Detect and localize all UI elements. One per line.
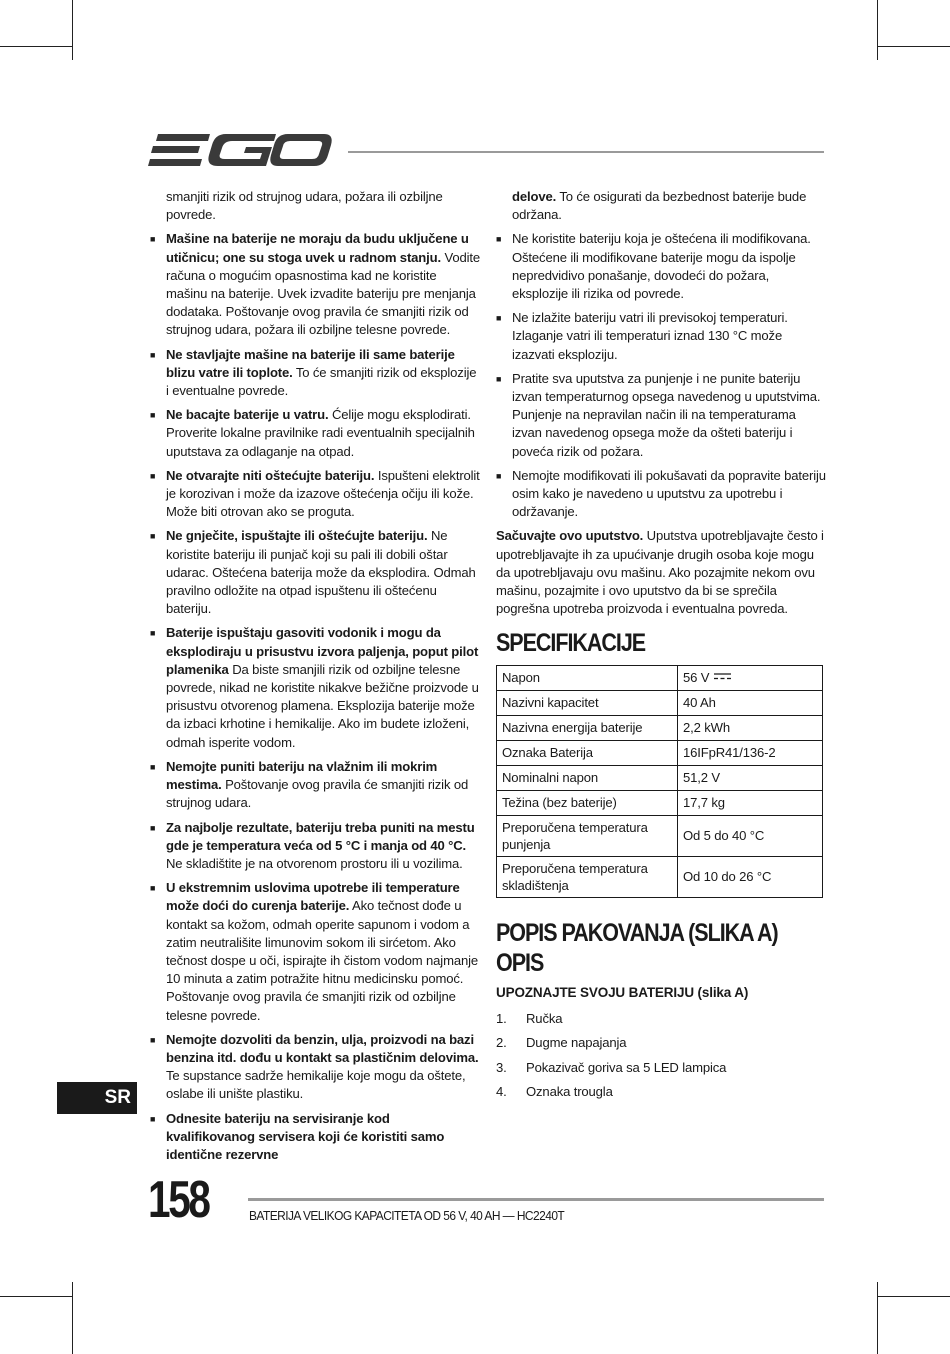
spec-label: Preporučena temperatura punjenja — [497, 815, 678, 856]
spec-value: Od 5 do 40 °C — [678, 815, 823, 856]
bullet-text: Vodite računa o mogućim opasnostima kad ne koristite mašinu na baterije. Uvek izvadite bateriju pre menjanja dodataka. Poštovanje ovog pravila će smanjiti rizik od strujnog udara, požara ili ozbiljne telesne povrede. — [166, 249, 480, 338]
table-row — [497, 665, 823, 690]
list-item — [150, 819, 480, 874]
save-text: Uputstva upotrebljavajte često i upotrebljavajte ih za upućivanje drugih osoba koje mogu da upotrebljavaju ovu mašinu. Ako pozajmite nekom ovu mašinu, pozajmite i ovo uputstvo da bi se sprečila pogrešna upotreba proizvoda i eventualna povreda. — [496, 528, 824, 617]
crop-mark — [72, 0, 73, 60]
footer-title: BATERIJA VELIKOG KAPACITETA OD 56 V, 40 AH — HC2240T — [249, 1208, 565, 1223]
bullet-bold: Mašine na baterije ne moraju da budu uključene u utičnicu; one su stoga uvek u radnom stanju. — [166, 231, 469, 265]
table-row — [497, 790, 823, 815]
bullet-bold: Odnesite bateriju na servisiranje kod kvalifikovanog servisera koji će koristiti samo identične rezervne — [166, 1110, 445, 1162]
spec-value: 40 Ah — [678, 690, 823, 715]
safety-list-left — [150, 230, 480, 1164]
list-item — [150, 527, 480, 618]
spec-label: Nazivna energija baterije — [497, 715, 678, 740]
parts-list — [496, 1010, 826, 1101]
table-row — [497, 740, 823, 765]
spec-label: Nazivni kapacitet — [497, 690, 678, 715]
spec-value: Od 10 do 26 °C — [678, 856, 823, 897]
table-row — [497, 856, 823, 897]
spec-label: Napon — [497, 665, 678, 690]
list-item — [496, 370, 826, 461]
dc-symbol-icon — [714, 673, 731, 680]
list-item — [150, 346, 480, 401]
table-row — [497, 765, 823, 790]
list-item — [150, 624, 480, 751]
bullet-bold: Ne stavljajte mašine na baterije ili same baterije blizu vatre ili toplote. — [166, 346, 455, 380]
bullet-text: Ako tečnost dođe u kontakt sa kožom, odmah operite sapunom i vodom a zatim neutrališite limunovim sokom ili sirćetom. Ako tečnost dospe u oči, ispirajte ih čistom vodom najmanje 10 minuta a zatim potražite hitnu medicinsku pomoć. Poštovanje ovog pravila će smanjiti rizik od ozbiljne telesne povrede. — [166, 898, 478, 1023]
list-item — [496, 467, 826, 522]
crop-mark — [877, 1296, 950, 1297]
continuation-paragraph — [496, 188, 826, 224]
table-row — [497, 690, 823, 715]
bullet-bold: Za najbolje rezultate, bateriju treba puniti na mestu gde je temperatura veća od 5 °C i manja od 40 °C. — [166, 819, 475, 853]
list-item — [496, 1034, 826, 1052]
crop-mark — [877, 46, 950, 47]
spec-value: 51,2 V — [678, 765, 823, 790]
crop-mark — [877, 0, 878, 60]
save-instructions — [496, 527, 826, 618]
know-battery-heading: UPOZNAJTE SVOJU BATERIJU (slika A) — [496, 985, 749, 1001]
page-number: 158 — [148, 1171, 209, 1229]
part-number: 2. — [496, 1035, 507, 1051]
bullet-bold: Nemojte puniti bateriju na vlažnim ili mokrim mestima. — [166, 758, 438, 793]
save-bold: Sačuvajte ovo uputstvo. — [496, 528, 644, 544]
bullet-text: Ćelije mogu eksplodirati. Proverite lokalne pravilnike radi eventualnih specijalnih uputstava za odlaganje na otpad. — [166, 407, 475, 459]
spec-label: Težina (bez baterije) — [497, 790, 678, 815]
header-rule — [348, 151, 824, 153]
bullet-text: Ispušteni elektrolit je korozivan i može da izazove oštećenja očiju ili kože. Može biti otrovan ako se proguta. — [166, 467, 480, 520]
part-label: Oznaka trougla — [526, 1083, 613, 1099]
bullet-text: Te supstance sadrže hemikalije koje mogu da oštete, oslabe ili unište plastiku. — [166, 1068, 466, 1102]
part-number: 1. — [496, 1011, 507, 1027]
language-tab: SR — [57, 1082, 137, 1114]
bullet-bold: Ne otvarajte niti oštećujte bateriju. — [166, 467, 375, 483]
list-item — [496, 309, 826, 364]
intro-continuation: smanjiti rizik od strujnog udara, požara ili ozbiljne povrede. — [166, 189, 443, 223]
spec-value: 17,7 kg — [678, 790, 823, 815]
spec-value-text: 56 V — [683, 670, 710, 686]
spec-value: 16IFpR41/136-2 — [678, 740, 823, 765]
bullet-text: Ne koristite bateriju ili punjač koji su pali ili dobili oštar udarac. Oštećena baterija može da eksplodira. Odmah pravilno odložite na otpad ispuštenu ili oštećenu bateriju. — [166, 528, 476, 617]
bullet-text: Ne izlažite bateriju vatri ili previsokoj temperaturi. Izlaganje vatri ili temperaturi iznad 130 °C može izazvati eksploziju. — [512, 310, 788, 362]
part-number: 4. — [496, 1083, 507, 1099]
bullet-text: Da biste smanjili rizik od ozbiljne telesne povrede, nikad ne koristite nikakve bežične proizvode u prisustvu otvorenog plamena. Eksplozija baterije može da izbaci krhotine i hemikalije. Ako im budete izloženi, odmah isperite vodom. — [166, 661, 479, 750]
crop-mark — [0, 1296, 73, 1297]
list-item — [496, 230, 826, 303]
bullet-text: Ne koristite bateriju koja je oštećena ili modifikovana. Oštećene ili modifikovane baterije mogu da ispolje nepredvidivo ponašanje, dovodeći do požara, eksplozije ili rizika od povrede. — [512, 231, 811, 302]
part-label: Ručka — [526, 1011, 563, 1027]
bullet-text: To će smanjiti rizik od eksplozije i eventualne povrede. — [166, 364, 477, 399]
table-row — [497, 815, 823, 856]
bullet-bold: Nemojte dozvoliti da benzin, ulja, proizvodi na bazi benzina itd. dođu u kontakt sa plastičnim delovima. — [166, 1031, 479, 1065]
ego-logo — [148, 128, 332, 172]
part-label: Dugme napajanja — [526, 1035, 627, 1051]
spec-label: Nominalni napon — [497, 765, 678, 790]
list-item — [150, 1110, 480, 1165]
right-column — [496, 188, 826, 1107]
list-item — [150, 758, 480, 813]
list-item — [150, 1031, 480, 1104]
spec-value — [678, 665, 823, 690]
bullet-text: Poštovanje ovog pravila će smanjiti rizik od strujnog udara. — [166, 777, 469, 811]
list-item — [496, 1083, 826, 1101]
list-item — [496, 1010, 826, 1028]
left-column — [150, 188, 480, 1170]
bullet-bold: U ekstremnim uslovima upotrebe ili temperature može doći do curenja baterije. — [166, 880, 460, 914]
part-label: Pokazivač goriva sa 5 LED lampica — [526, 1059, 727, 1075]
safety-list-right — [496, 230, 826, 521]
bullet-bold: Baterije ispuštaju gasoviti vodonik i mogu da eksplodiraju u prisustvu izvora paljenja, poput pilot plamenika — [166, 625, 479, 677]
crop-mark — [72, 1282, 73, 1354]
spec-table — [496, 665, 823, 898]
list-item — [150, 879, 480, 1025]
table-row — [497, 715, 823, 740]
bullet-text: Nemojte modifikovati ili pokušavati da popravite bateriju osim kako je navedeno u uputstvu za upotrebu i održavanje. — [512, 467, 826, 520]
continuation-text: To će osigurati da bezbednost baterije bude održana. — [512, 189, 807, 223]
list-item — [150, 230, 480, 339]
crop-mark — [0, 46, 73, 47]
bullet-bold: Ne gnječite, ispuštajte ili oštećujte bateriju. — [166, 528, 428, 544]
crop-mark — [877, 1282, 878, 1354]
spec-value: 2,2 kWh — [678, 715, 823, 740]
bullet-text: Pratite sva uputstva za punjenje i ne punite bateriju izvan temperaturnog opsega navedenog u uputstvima. Punjenje na nepravilan način ili na temperaturama izvan navedenog opsega može da ošteti bateriju i poveća rizik od požara. — [512, 370, 821, 459]
list-item — [496, 1059, 826, 1077]
spec-label: Preporučena temperatura skladištenja — [497, 856, 678, 897]
bullet-text: Ne skladištite je na otvorenom prostoru ili u vozilima. — [166, 855, 463, 871]
spec-label: Oznaka Baterija — [497, 740, 678, 765]
continuation-bold: delove. — [512, 189, 557, 204]
list-item — [150, 406, 480, 461]
footer-rule — [248, 1198, 824, 1201]
spec-title: SPECIFIKACIJE — [496, 629, 646, 658]
packing-title: POPIS PAKOVANJA (SLIKA A) — [496, 918, 778, 947]
list-item — [150, 467, 480, 522]
bullet-bold: Ne bacajte baterije u vatru. — [166, 407, 329, 423]
part-number: 3. — [496, 1059, 507, 1075]
description-title: OPIS — [496, 948, 544, 977]
